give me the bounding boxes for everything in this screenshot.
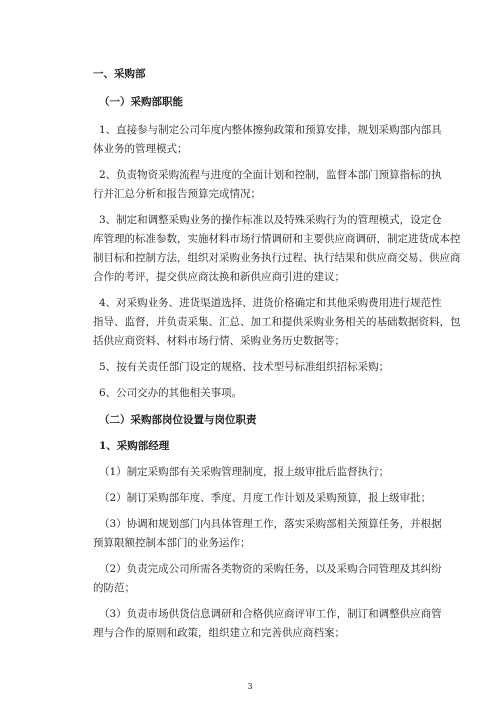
subsection-title-manager: 1、采购部经理 [99,440,170,452]
paragraph-line: 的防范； [93,582,135,594]
paragraph-line: 库管理的标准参数，实施材料市场行情调研和主要供应商调研，制定进货成本控 [93,233,461,245]
paragraph-line: （2）制订采购部年度、季度、月度工作计划及采购预算，报上级审批； [99,492,432,504]
paragraph-line: （1）制定采购部有关采购管理制度，报上级审批后监督执行； [99,466,390,478]
page-number: 3 [247,682,253,691]
paragraph-line: 体业务的管理模式； [93,143,188,155]
paragraph-line: 5、按有关责任部门设定的规格、技术型号标准组织招标采购； [99,361,390,373]
paragraph-line: （2）负责完成公司所需各类物资的采购任务，以及采购合同管理及其纠纷 [99,563,442,575]
paragraph-line: 4、对采购业务、进货渠道选择、进货价格确定和其他采购费用进行规范性 [99,297,442,309]
paragraph-line: 行并汇总分析和报告预算完成情况； [93,188,261,200]
paragraph-line: 括供应商资料、材料市场行情、采购业务历史数据等； [93,335,345,347]
paragraph-line: （3）负责市场供货信息调研和合格供应商评审工作，制订和调整供应商管 [99,608,442,620]
section-title-positions: （二）采购部岗位设置与岗位职责 [99,414,257,426]
paragraph-line: 1、直接参与制定公司年度内整体擦狗政策和预算安排，规划采购部内部具 [99,124,442,136]
heading-procurement-dept: 一、采购部 [93,68,146,80]
paragraph-line: （3）协调和规划部门内具体管理工作，落实采购部相关预算任务，并根据 [99,518,442,530]
paragraph-line: 2、负责物资采购流程与进度的全面计划和控制，监督本部门预算指标的执 [99,169,442,181]
paragraph-line: 制目标和控制方法，组织对采购业务执行过程、执行结果和供应商交易、供应商 [93,252,461,264]
paragraph-line: 3、制定和调整采购业务的操作标准以及特殊采购行为的管理模式，设定仓 [99,214,442,226]
paragraph-line: 理与合作的原则和政策，组织建立和完善供应商档案； [93,627,345,639]
paragraph-line: 预算限额控制本部门的业务运作； [93,537,251,549]
paragraph-line: 6、公司交办的其他相关事项。 [99,387,243,399]
paragraph-line: 合作的考评，提交供应商汰换和新供应商引进的建议； [93,271,345,283]
section-title-functions: （一）采购部职能 [99,96,183,108]
paragraph-line: 指导、监督，并负责采集、汇总、加工和提供采购业务相关的基础数据资料，包 [93,316,461,328]
